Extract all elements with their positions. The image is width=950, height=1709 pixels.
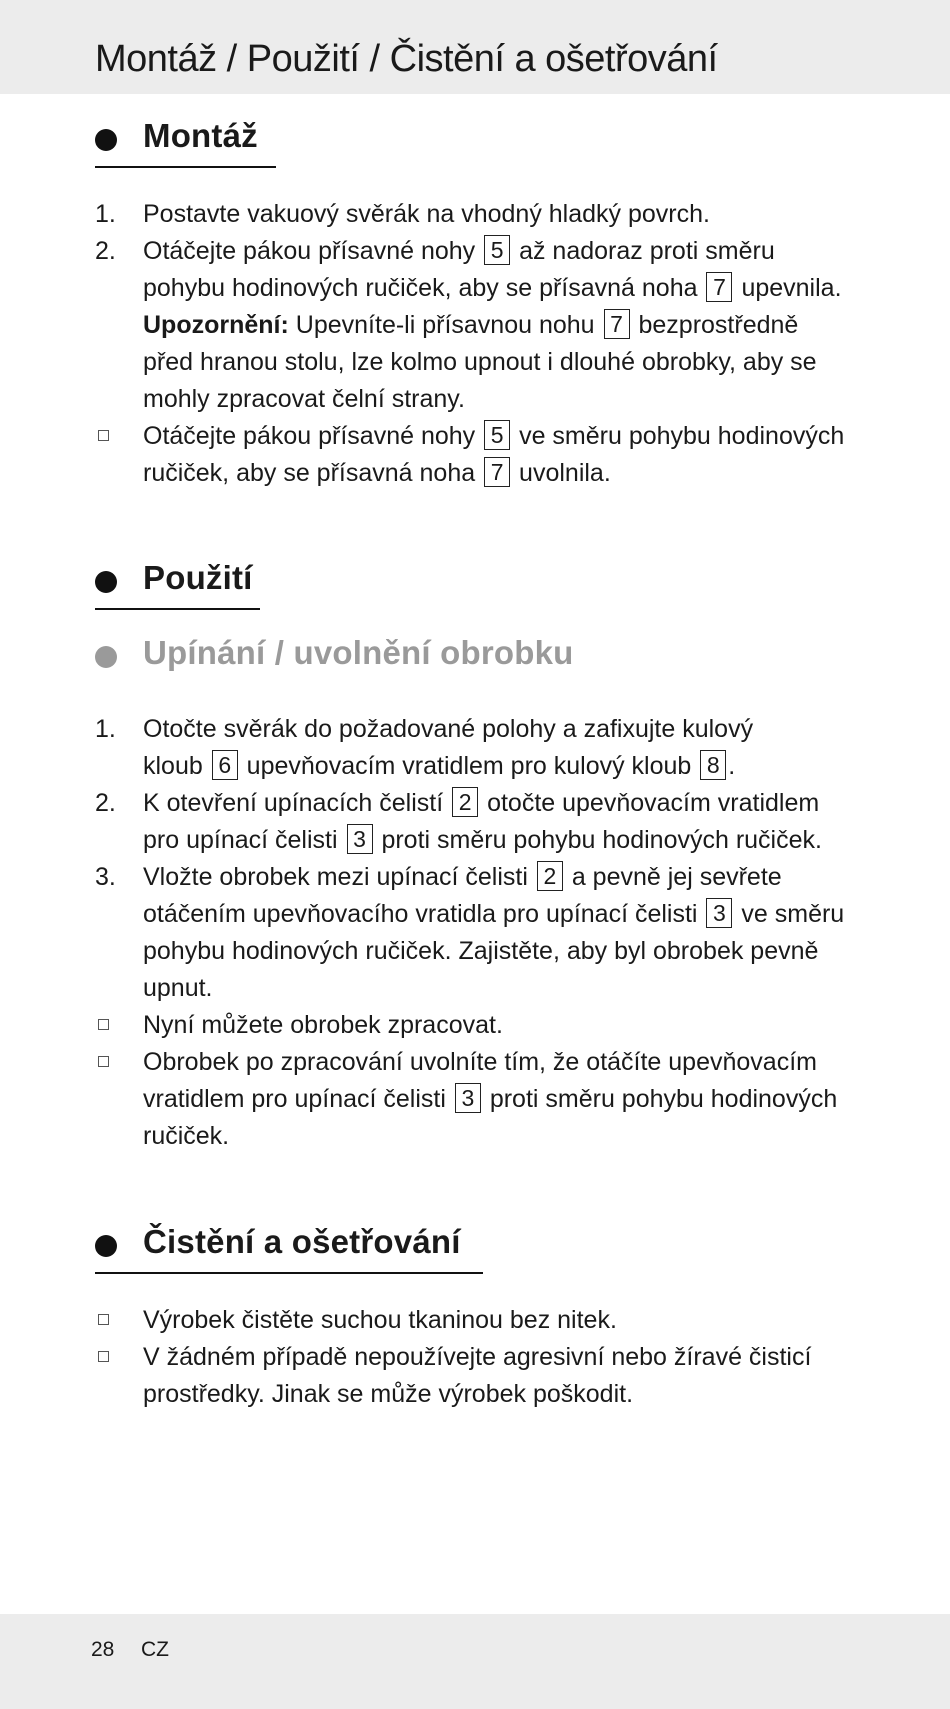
heading-underline	[95, 1272, 483, 1274]
section-title: Montáž	[143, 117, 258, 154]
list-number: 1.	[95, 715, 116, 743]
step-text: Vložte obrobek mezi upínací čelisti 2 a pevně jej sevřete otáčením upevňovacího vratidla pro upínací čelisti 3 ve směru pohybu hodinových ručiček. Zajistěte, aby byl obrobek pevně upnut.	[143, 863, 845, 1002]
reference-number: 5	[484, 420, 510, 450]
heading-underline	[95, 608, 260, 610]
checkbox-bullet-icon	[98, 430, 109, 441]
step-text: K otevření upínacích čelistí 2 otočte upevňovacím vratidlem pro upínací čelisti 3 proti směru pohybu hodinových ručiček.	[143, 789, 822, 854]
heading-bullet-icon	[95, 1235, 117, 1257]
checkbox-bullet-icon	[98, 1351, 109, 1362]
note-label: Upozornění:	[143, 311, 289, 339]
list-number: 2.	[95, 789, 116, 817]
section-title: Použití	[143, 559, 253, 596]
reference-number: 8	[700, 750, 726, 780]
step-text: Postavte vakuový svěrák na vhodný hladký povrch.	[143, 200, 710, 228]
page-title: Montáž / Použití / Čistění a ošetřování	[95, 38, 718, 80]
step-text: Otáčejte pákou přísavné nohy 5 až nadoraz proti směru pohybu hodinových ručiček, aby se přísavná noha 7 upevnila. Upozornění: Upevníte-li přísavnou nohu 7 bezprostředně před hranou stolu, lze kolmo upnout i dlouhé obrobky, aby se mohly zpracovat čelní strany.	[143, 237, 842, 413]
step-text: Otáčejte pákou přísavné nohy 5 ve směru pohybu hodinových ručiček, aby se přísavná noha 7 uvolnila.	[143, 422, 845, 487]
heading-bullet-icon	[95, 129, 117, 151]
step-text: Nyní můžete obrobek zpracovat.	[143, 1011, 503, 1039]
checkbox-bullet-icon	[98, 1019, 109, 1030]
reference-number: 6	[212, 750, 238, 780]
language-code: CZ	[141, 1638, 169, 1661]
reference-number: 7	[604, 309, 630, 339]
list-number: 3.	[95, 863, 116, 891]
reference-number: 5	[484, 235, 510, 265]
reference-number: 2	[452, 787, 478, 817]
reference-number: 3	[455, 1083, 481, 1113]
list-number: 2.	[95, 237, 116, 265]
reference-number: 3	[706, 898, 732, 928]
list-number: 1.	[95, 200, 116, 228]
section-title: Čistění a ošetřování	[143, 1223, 461, 1260]
reference-number: 3	[347, 824, 373, 854]
checkbox-bullet-icon	[98, 1314, 109, 1325]
reference-number: 7	[706, 272, 732, 302]
page-number: 28	[91, 1638, 115, 1661]
heading-bullet-icon	[95, 571, 117, 593]
step-text: Otočte svěrák do požadované polohy a zafixujte kulový kloub 6 upevňovacím vratidlem pro kulový kloub 8 .	[143, 715, 754, 780]
heading-bullet-icon	[95, 646, 117, 668]
step-text: Výrobek čistěte suchou tkaninou bez nitek.	[143, 1306, 617, 1334]
step-text: Obrobek po zpracování uvolníte tím, že otáčíte upevňovacím vratidlem pro upínací čelisti 3 proti směru pohybu hodinových ručiček.	[143, 1048, 838, 1150]
heading-underline	[95, 166, 276, 168]
step-text: V žádném případě nepoužívejte agresivní nebo žíravé čisticí prostředky. Jinak se může výrobek poškodit.	[143, 1343, 812, 1408]
checkbox-bullet-icon	[98, 1056, 109, 1067]
subsection-title: Upínání / uvolnění obrobku	[143, 634, 574, 671]
reference-number: 7	[484, 457, 510, 487]
reference-number: 2	[537, 861, 563, 891]
